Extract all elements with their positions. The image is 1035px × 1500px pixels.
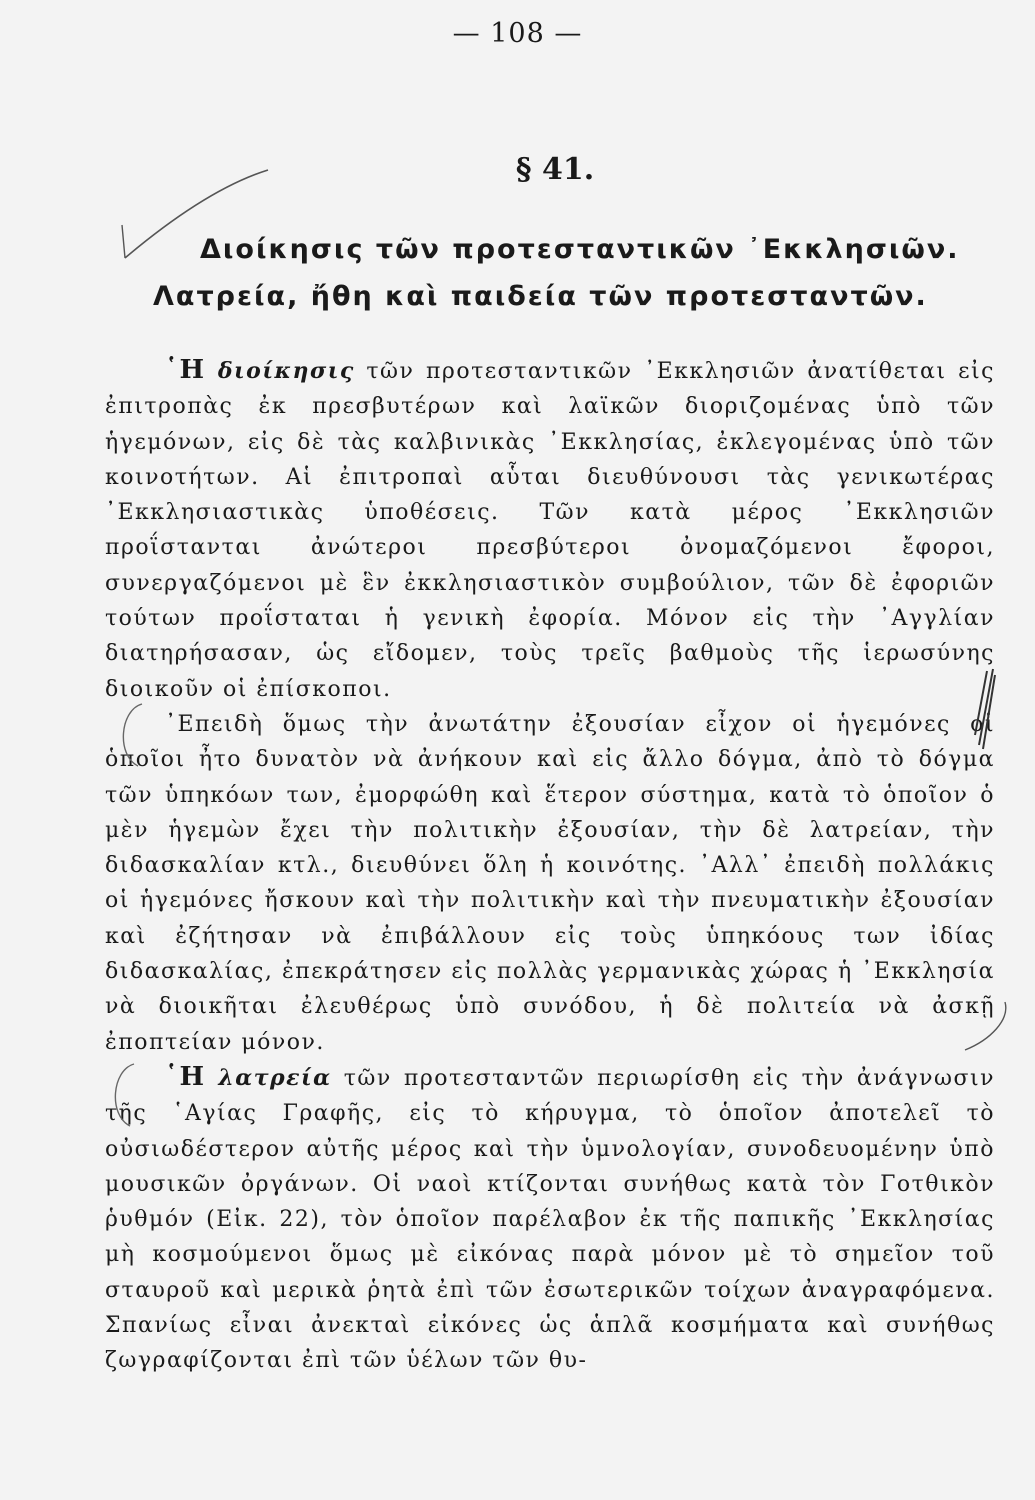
paragraph-administration bbox=[105, 353, 995, 707]
paragraph-body: ᾿Επειδὴ ὅμως τὴν ἀνωτάτην ἐξουσίαν εἶχον οἱ ἡγεμόνες οἱ ὁποῖοι ἦτο δυνατὸν νὰ ἀνήκουν καὶ εἰς ἄλλο δόγμα, ἀπὸ τὸ δόγμα τῶν ὑπηκόων των, ἐμορφώθη καὶ ἕτερον σύστημα, κατὰ τὸ ὁποῖον ὁ μὲν ἡγεμὼν ἔχει τὴν πολιτικὴν ἐξουσίαν, τὴν δὲ λατρείαν, τὴν διδασκαλίαν κτλ., διευθύνει ὅλη ἡ κοινότης. ᾿Αλλ᾿ ἐπειδὴ πολλάκις οἱ ἡγεμόνες ἤσκουν καὶ τὴν πολιτικὴν καὶ τὴν πνευματικὴν ἐξουσίαν καὶ ἐζήτησαν νὰ ἐπιβάλλουν εἰς τοὺς ὑπηκόους των ἰδίας διδασκαλίας, ἐπεκράτησεν εἰς πολλὰς γερμανικὰς χώρας ἡ ᾿Εκκλησία νὰ διοικῆται ἐλευθέρως ὑπὸ συνόδου, ἡ δὲ πολιτεία νὰ ἀσκῇ ἐποπτείαν μόνον. bbox=[105, 711, 995, 1055]
paragraph-lead bbox=[165, 355, 355, 385]
section-number: § 41. bbox=[515, 152, 595, 187]
paragraph-lead bbox=[165, 1061, 332, 1092]
paragraph-worship bbox=[105, 1060, 995, 1379]
paragraph-lead-article: ῾Η bbox=[165, 1061, 206, 1092]
page-number: — 108 — bbox=[452, 18, 583, 49]
chapter-heading-line-2: Λατρεία, ἤθη καὶ παιδεία τῶν προτεσταντῶν. bbox=[153, 281, 928, 312]
body-text bbox=[105, 353, 995, 1379]
paragraph-lead-term: λατρεία bbox=[205, 1064, 332, 1091]
paragraph-body: τῶν προτεσταντῶν περιωρίσθη εἰς τὴν ἀνάγνωσιν τῆς ῾Αγίας Γραφῆς, εἰς τὸ κήρυγμα, τὸ ὁποῖον ἀποτελεῖ τὸ οὐσιωδέστερον αὐτῆς μέρος καὶ τὴν ὑμνολογίαν, συνοδευομένην ὑπὸ μουσικῶν ὀργάνων. Οἱ ναοὶ κτίζονται συνήθως κατὰ τὸν Γοτθικὸν ῥυθμόν (Εἰκ. 22), τὸν ὁποῖον παρέλαβον ἐκ τῆς παπικῆς ᾿Εκκλησίας μὴ κοσμούμενοι ὅμως μὲ εἰκόνας παρὰ μόνον μὲ τὸ σημεῖον τοῦ σταυροῦ καὶ μερικὰ ῥητὰ ἐπὶ τῶν ἐσωτερικῶν τοίχων ἀναγραφόμενα. Σπανίως εἶναι ἀνεκταὶ εἰκόνες ὡς ἁπλᾶ κοσμήματα καὶ συνήθως ζωγραφίζονται ἐπὶ τῶν ὑέλων τῶν θυ- bbox=[105, 1065, 995, 1374]
chapter-heading-line-1: Διοίκησις τῶν προτεσταντικῶν ᾿Εκκλησιῶν. bbox=[200, 234, 960, 265]
paragraph-rulers bbox=[105, 707, 995, 1060]
paragraph-lead-article: ῾Η bbox=[165, 355, 206, 385]
paragraph-body: τῶν προτεσταντικῶν ᾿Εκκλησιῶν ἀνατίθεται εἰς ἐπιτροπὰς ἐκ πρεσβυτέρων καὶ λαϊκῶν διοριζομένας ὑπὸ τῶν ἡγεμόνων, εἰς δὲ τὰς καλβινικὰς ᾿Εκκλησίας, ἐκλεγομένας ὑπὸ τῶν κοινοτήτων. Αἱ ἐπιτροπαὶ αὗται διευθύνουσι τὰς γενικωτέρας ᾿Εκκλησιαστικὰς ὑποθέσεις. Τῶν κατὰ μέρος ᾿Εκκλησιῶν προΐστανται ἀνώτεροι πρεσβύτεροι ὀνομαζόμενοι ἔφοροι, συνεργαζόμενοι μὲ ἓν ἐκκλησιαστικὸν συμβούλιον, τῶν δὲ ἐφοριῶν τούτων προΐσταται ἡ γενικὴ ἐφορία. Μόνον εἰς τὴν ᾿Αγγλίαν διατηρήσασαν, ὡς εἴδομεν, τοὺς τρεῖς βαθμοὺς τῆς ἱερωσύνης διοικοῦν οἱ ἐπίσκοποι. bbox=[105, 359, 995, 702]
paragraph-lead-term: διοίκησις bbox=[205, 358, 355, 384]
